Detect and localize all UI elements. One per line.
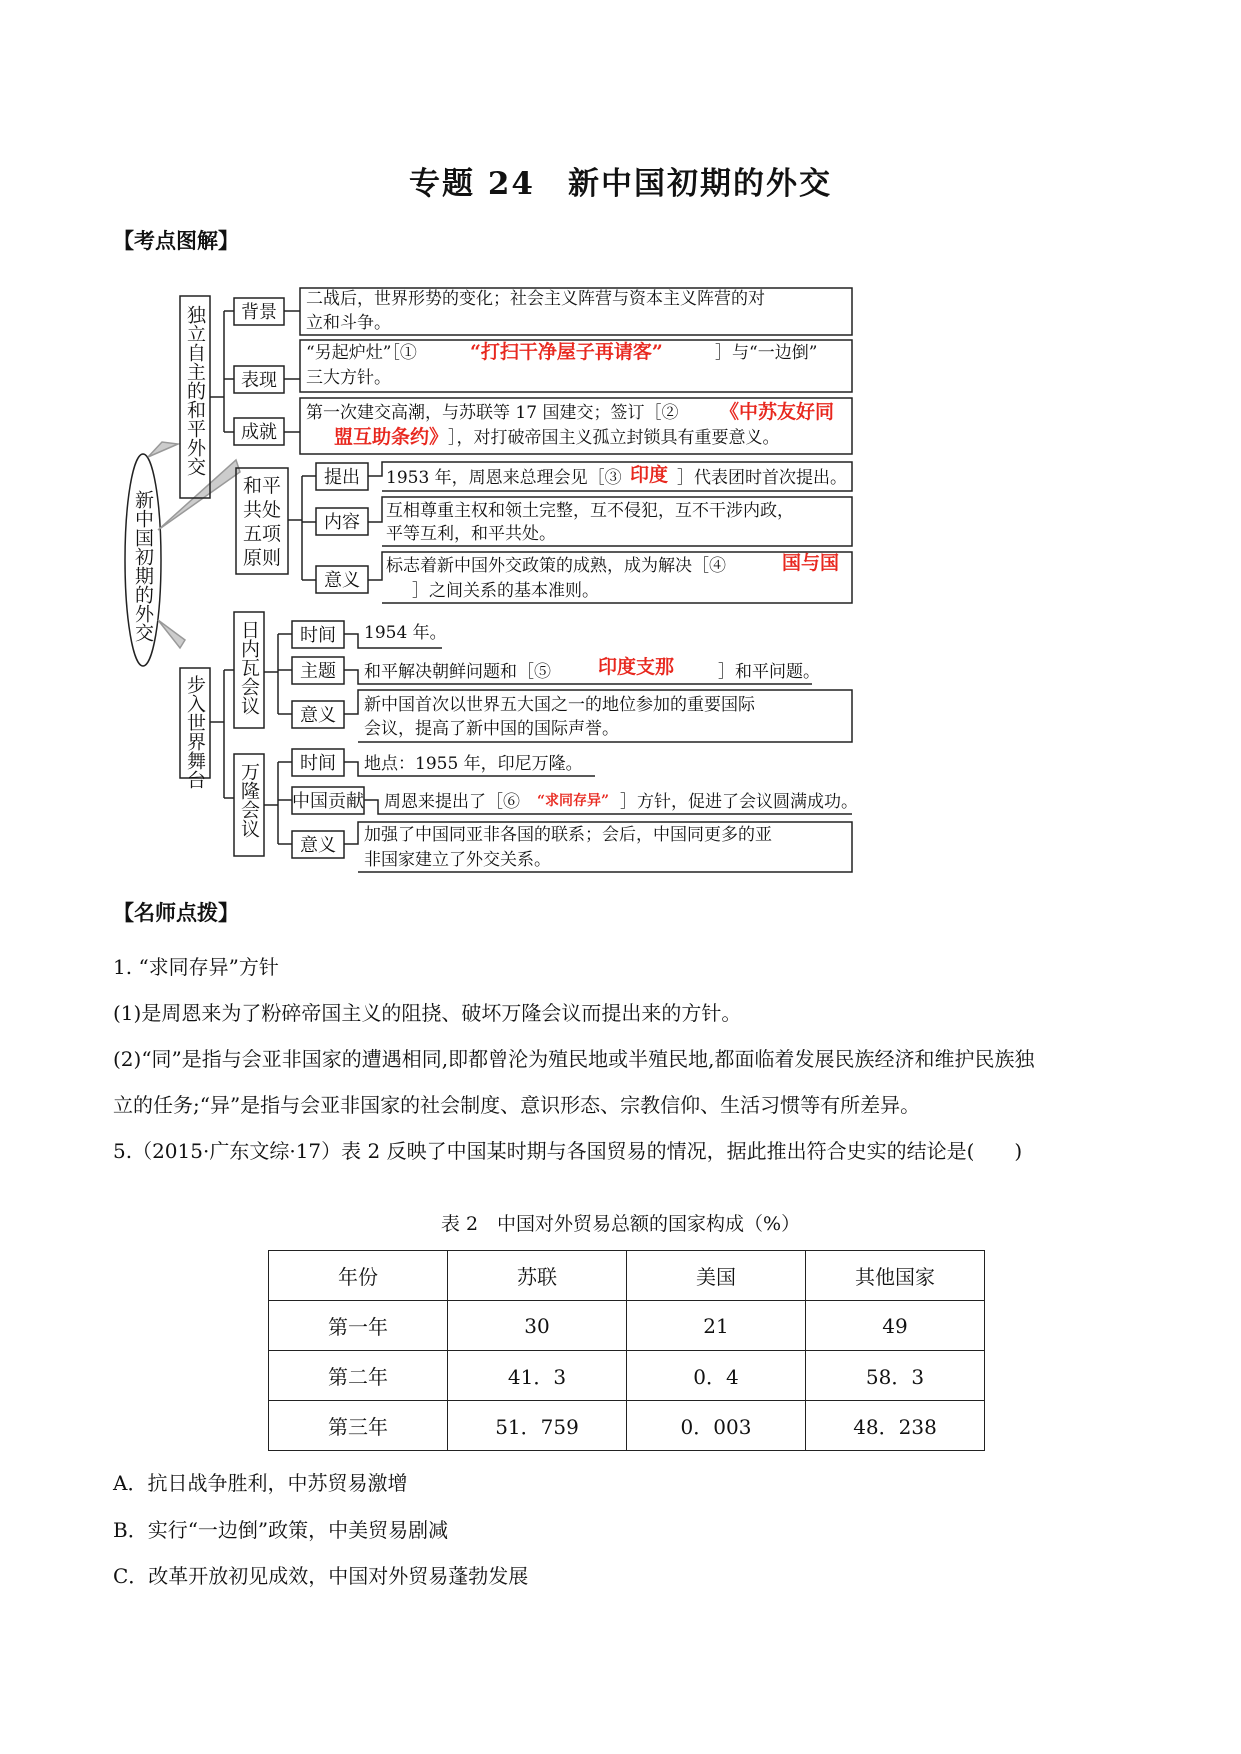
answer-3: 印度: [630, 464, 669, 486]
g-zhuti-label: 主题: [300, 661, 336, 682]
b-shijian-text: 地点：1955 年，印尼万隆。: [364, 754, 583, 774]
option-c[interactable]: C．改革开放初见成效，中国对外贸易蓬勃发展: [113, 1564, 529, 1588]
b-shijian-label: 时间: [300, 753, 336, 774]
neirong-text-2: 平等互利，和平共处。: [386, 524, 556, 544]
svg-text:原则: 原则: [243, 547, 282, 569]
g-shijian-label: 时间: [300, 625, 336, 646]
b-gongxian-label: 中国贡献: [292, 791, 364, 812]
yiyi1-text-1a: 标志着新中国外交政策的成熟，成为解决［④: [386, 556, 726, 576]
b-gongxian-text-c: ］方针，促进了会议圆满成功。: [620, 792, 858, 812]
branch-world-stage-label: 步入世界舞台: [184, 675, 206, 789]
b-yiyi-label: 意义: [300, 835, 336, 856]
section-heading-tips: 【名师点拨】: [113, 900, 239, 925]
answer-6: “求同存异”: [537, 793, 610, 809]
tichu-label: 提出: [324, 467, 360, 488]
bandung-label: 万隆会议: [238, 762, 260, 838]
table-cell: 58．3: [806, 1351, 985, 1401]
chengjiu-text-1a: 第一次建交高潮，与苏联等 17 国建交；签订［②: [306, 403, 679, 423]
table-cell: 第二年: [269, 1351, 448, 1401]
beijing-label: 背景: [241, 302, 277, 323]
table-cell: 0．003: [627, 1401, 806, 1451]
tichu-text-a: 1953 年，周恩来总理会见［③: [386, 468, 622, 488]
tip-paragraph-1: (1)是周恩来为了粉碎帝国主义的阻挠、破坏万隆会议而提出来的方针。: [113, 1001, 742, 1025]
header-cell: 其他国家: [806, 1251, 985, 1301]
g-yiyi-text-1: 新中国首次以世界五大国之一的地位参加的重要国际: [364, 695, 755, 715]
tip-paragraph-2a: (2)“同”是指与会亚非国家的遭遇相同,即都曾沦为殖民地或半殖民地,都面临着发展民族经济和维护民族独: [113, 1047, 1035, 1071]
g-yiyi-label: 意义: [300, 705, 336, 726]
table-row: [269, 1301, 985, 1351]
table-cell: 41．3: [448, 1351, 627, 1401]
answer-4: 国与国: [782, 552, 840, 574]
tip-heading: 1. “求同存异”方针: [113, 955, 279, 979]
b-gongxian-text-a: 周恩来提出了［⑥: [384, 792, 520, 812]
yiyi1-label: 意义: [324, 570, 360, 591]
option-a[interactable]: A．抗日战争胜利，中苏贸易激增: [113, 1471, 408, 1495]
section-heading-diagram: 【考点图解】: [113, 228, 239, 253]
question-stem: 5.（2015·广东文综·17）表 2 反映了中国某时期与各国贸易的情况，据此推出符合史实的结论是( ): [113, 1139, 1023, 1163]
table-cell: 48．238: [806, 1401, 985, 1451]
table-cell: 30: [448, 1301, 627, 1351]
root-label: 新中国初期的外交: [132, 490, 154, 642]
tip-paragraph-2b: 立的任务;“异”是指与会亚非国家的社会制度、意识形态、宗教信仰、生活习惯等有所差异。: [113, 1093, 921, 1117]
tichu-text-c: ］代表团时首次提出。: [677, 468, 847, 488]
answer-2b: 盟互助条约》: [334, 426, 449, 448]
chengjiu-label: 成就: [241, 422, 277, 443]
svg-text:五项: 五项: [243, 523, 282, 545]
option-b[interactable]: B．实行“一边倒”政策，中美贸易剧减: [113, 1518, 449, 1542]
g-shijian-text: 1954 年。: [364, 623, 447, 643]
table-cell: 49: [806, 1301, 985, 1351]
table-row: [269, 1351, 985, 1401]
b-yiyi-text-2: 非国家建立了外交关系。: [364, 850, 551, 870]
header-cell: 美国: [627, 1251, 806, 1301]
g-yiyi-text-2: 会议，提高了新中国的国际声誉。: [364, 719, 619, 739]
biaoxian-label: 表现: [241, 370, 277, 391]
trade-table: [268, 1250, 985, 1451]
biaoxian-text-2: 三大方针。: [306, 368, 391, 388]
table-cell: 0．4: [627, 1351, 806, 1401]
b-yiyi-text-1: 加强了中国同亚非各国的联系；会后，中国同更多的亚: [364, 825, 772, 845]
table-header-row: [269, 1251, 985, 1301]
g-zhuti-text-c: ］和平问题。: [718, 662, 820, 682]
answer-5: 印度支那: [598, 656, 675, 678]
beijing-text-2: 立和斗争。: [306, 313, 391, 333]
table-cell: 21: [627, 1301, 806, 1351]
geneva-label: 日内瓦会议: [238, 620, 260, 715]
svg-text:共处: 共处: [243, 499, 282, 521]
five-principles-label: 和平: [243, 475, 282, 497]
answer-2a: 《中苏友好同: [720, 401, 835, 423]
answer-1: “打扫干净屋子再请客”: [470, 341, 663, 363]
g-zhuti-text-a: 和平解决朝鲜问题和［⑤: [364, 662, 551, 682]
neirong-text-1: 互相尊重主权和领土完整，互不侵犯，互不干涉内政，: [386, 501, 794, 521]
table-cell: 51．759: [448, 1401, 627, 1451]
table-row: [269, 1401, 985, 1451]
beijing-text-1: 二战后，世界形势的变化；社会主义阵营与资本主义阵营的对: [306, 289, 765, 309]
header-cell: 年份: [269, 1251, 448, 1301]
table-caption: 表 2 中国对外贸易总额的国家构成（%）: [440, 1213, 801, 1235]
page-title: 专题 24 新中国初期的外交: [409, 166, 832, 202]
chengjiu-text-2b: ］，对打破帝国主义孤立封锁具有重要意义。: [448, 428, 780, 448]
yiyi1-text-2: ］之间关系的基本准则。: [412, 581, 599, 601]
biaoxian-text-1c: ］与“一边倒”: [715, 343, 818, 363]
biaoxian-text-1a: “另起炉灶”［①: [306, 343, 417, 363]
branch-independent-label: 独立自主的和平外交: [184, 305, 206, 476]
header-cell: 苏联: [448, 1251, 627, 1301]
table-cell: 第一年: [269, 1301, 448, 1351]
neirong-label: 内容: [324, 512, 360, 533]
table-cell: 第三年: [269, 1401, 448, 1451]
